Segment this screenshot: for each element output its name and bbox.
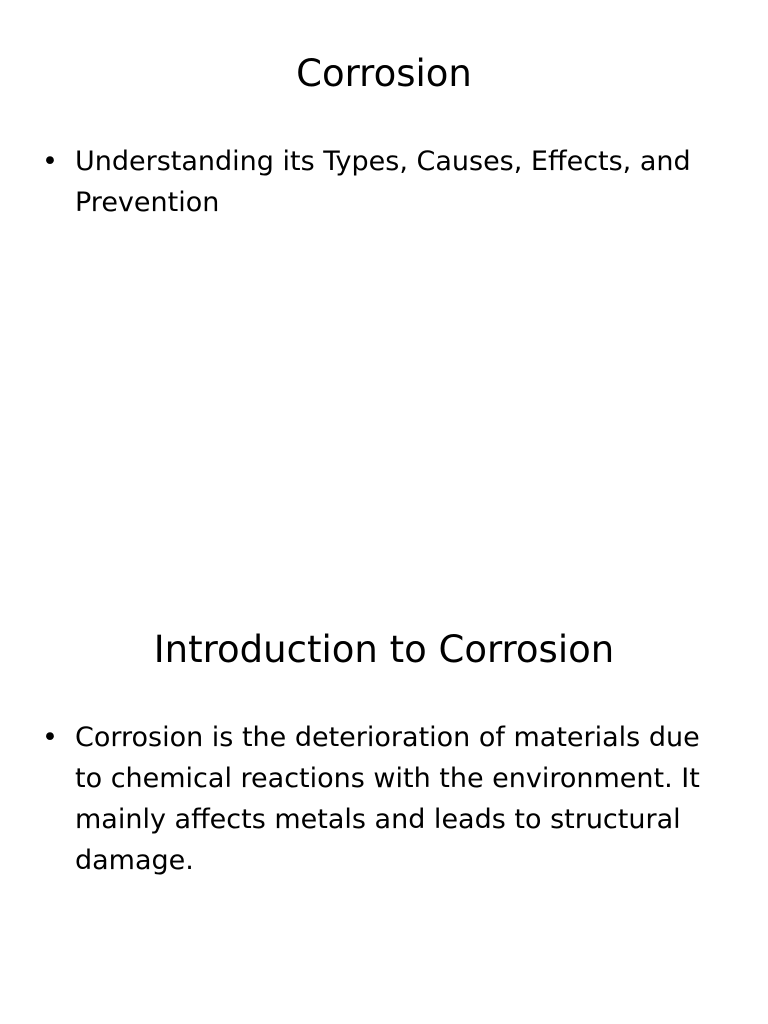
bullet-list bbox=[38, 141, 728, 223]
bullet-item bbox=[38, 717, 728, 881]
bullet-text: Corrosion is the deterioration of materials due to chemical reactions with the environment. It mainly affects metals and leads to structural damage. bbox=[75, 722, 700, 876]
slide-2 bbox=[0, 576, 768, 1024]
slide-title: Corrosion bbox=[296, 52, 472, 95]
slide-title: Introduction to Corrosion bbox=[153, 628, 615, 671]
bullet-icon: • bbox=[42, 146, 58, 177]
bullet-text: Understanding its Types, Causes, Effects, and Prevention bbox=[75, 146, 691, 218]
bullet-item bbox=[38, 141, 728, 223]
bullet-icon: • bbox=[42, 722, 58, 753]
bullet-list bbox=[38, 717, 728, 881]
